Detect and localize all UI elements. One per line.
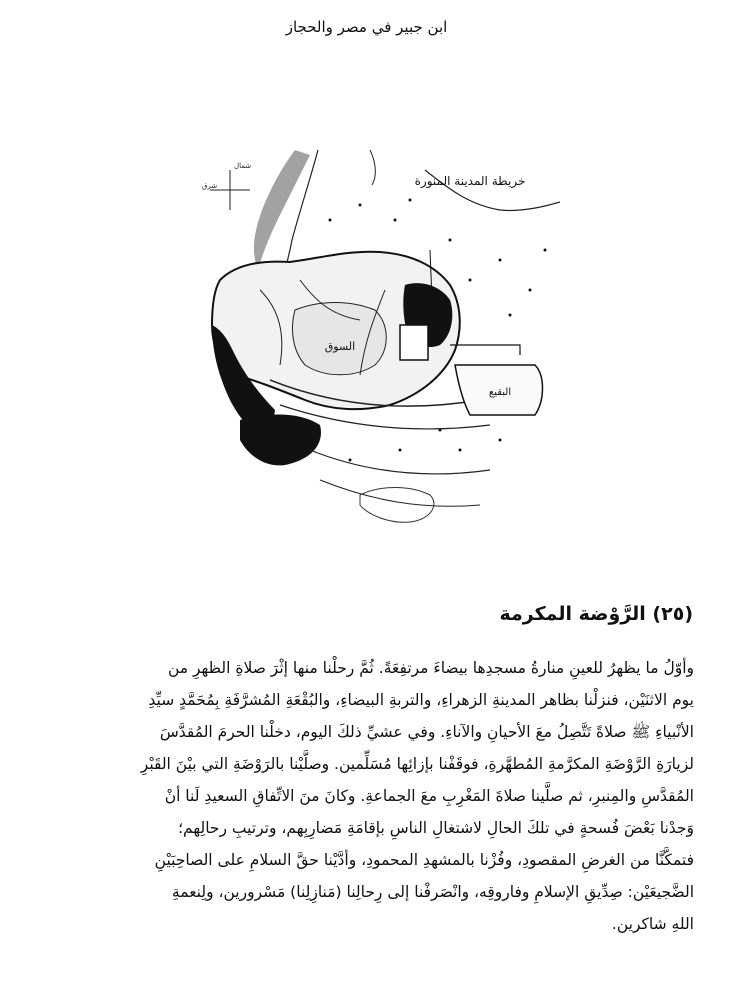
compass-east-label: شرق <box>202 182 218 190</box>
text-line: اللهِ شاكرين. <box>611 915 694 933</box>
text-line: وأوّلُ ما يظهرُ للعينِ منارةُ مسجدِها بيضاءَ مرتفِعَةً. ثُمَّ رحلْنا منها إثْرَ صلاةِ الظهرِ من <box>167 659 694 677</box>
mosque-marker <box>400 325 428 360</box>
text-line: وَجدْنا بَعْضَ فُسحةٍ في تلكَ الحالِ لاشتغالِ الناسِ بإقامَةِ مَضارِبِهم، وترتيبِ رحالِهم؛ <box>178 819 694 837</box>
text-line: الضَّجيعَيْن: صِدِّيقِ الإسلامِ وفاروقِه، وانْصَرفْنا إلى رِحالِنا (مَنازِلِنا) مَسْرورين، ولِنعمةِ <box>171 883 694 901</box>
compass-icon <box>202 162 251 210</box>
chapter-title: (٢٥) الرَّوْضة المكرمة <box>499 603 693 625</box>
text-line: لزيارَةِ الرَّوْضَةِ المكرَّمةِ المُطهَّرةِ، فوقَفْنا بإزائِها مُسَلِّمين. وصلَّيْنا بالرَوْضَةِ التي بيْنَ القَبْرِ <box>140 755 694 773</box>
medina-map <box>200 150 560 530</box>
text-line: يوم الاثنَيْن، فنزلْنا بظاهر المدينةِ الزهراءِ، والتربةِ البيضاءِ، والبُقْعَةِ المُشرَّفَةِ بِمُحَمَّدٍ سيِّدِ <box>148 691 694 709</box>
compass-north-label: شمال <box>234 162 252 170</box>
medina-map-drawing <box>200 150 560 530</box>
text-line: المُقدَّسِ والمِنبرِ، ثم صلَّينا صلاةَ المَغْرِبِ معَ الجماعةِ. وكانَ منَ الاتِّفاقِ السعيدِ لَنا أنْ <box>164 787 694 805</box>
map-title: خريطة المدينة المنورة <box>414 174 526 188</box>
baqi-label: البقيع <box>488 387 512 398</box>
running-header: ابن جبير في مصر والحجاز <box>285 18 448 36</box>
body-text <box>38 652 694 940</box>
text-line: الأنْبياءِ ﷺ صلاةً تَتَّصِلُ معَ الأحيانِ والآناءِ. وفي عشيِّ ذلكَ اليوم، دخلْنا الحرمَ المُقدَّسَ <box>159 723 694 741</box>
text-line: فتمكَّنَّا من الغرضِ المقصودِ، وفُزْنا بالمشهدِ المحمودِ، وأدَّيْنا حقَّ السلامِ على الصاحِبَيْنِ <box>154 851 694 869</box>
market-label: السوق <box>324 340 356 353</box>
